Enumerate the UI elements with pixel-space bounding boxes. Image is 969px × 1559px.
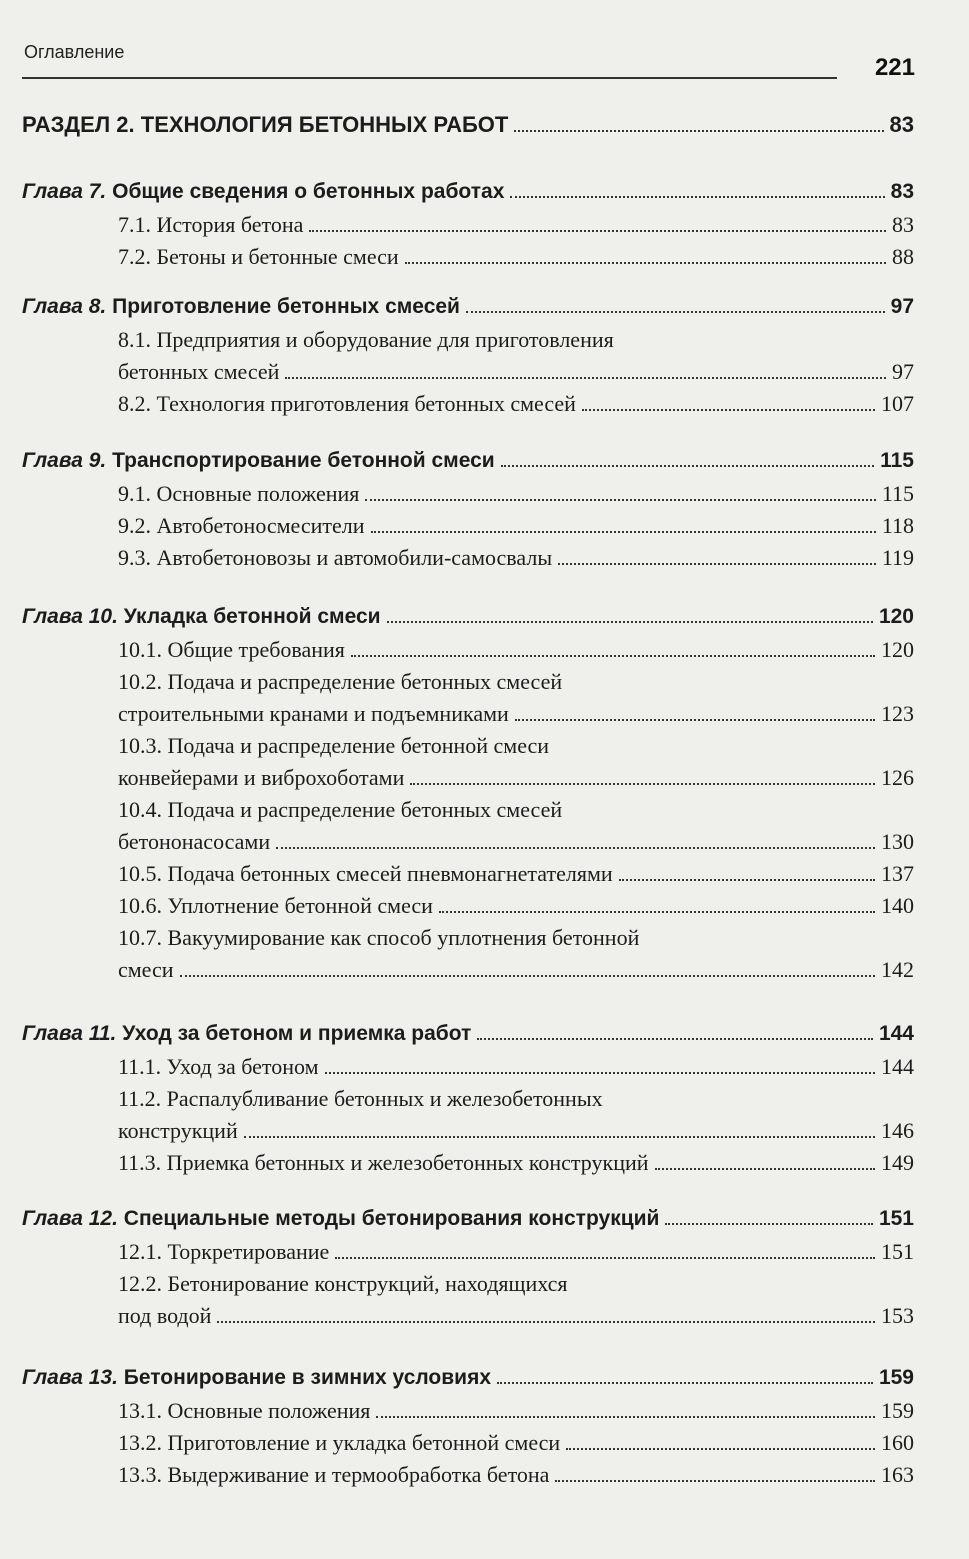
section-page: 137 bbox=[881, 861, 914, 886]
dot-leader bbox=[466, 296, 885, 313]
section-page: 126 bbox=[881, 765, 914, 790]
dot-leader bbox=[566, 1432, 875, 1450]
toc-section-entry[interactable] bbox=[118, 513, 914, 539]
toc-section-entry[interactable] bbox=[118, 1398, 914, 1424]
chapter-heading bbox=[22, 180, 504, 204]
section-title: 11.3. Приемка бетонных и железобетонных конструкций bbox=[118, 1150, 649, 1175]
chapter-page: 115 bbox=[880, 449, 914, 472]
section-title: конструкций bbox=[118, 1118, 238, 1143]
chapter-title: Общие сведения о бетонных работах bbox=[112, 180, 505, 203]
chapter-label: Глава 7. bbox=[22, 180, 107, 203]
chapter-label: Глава 10. bbox=[22, 605, 118, 628]
section-title: 12.1. Торкретирование bbox=[118, 1239, 330, 1264]
section-title: 10.1. Общие требования bbox=[118, 637, 345, 662]
chapter-heading bbox=[22, 605, 381, 629]
section-page: 163 bbox=[881, 1462, 914, 1487]
toc-section-entry[interactable] bbox=[118, 1303, 914, 1329]
section-title: 9.3. Автобетоновозы и автомобили-самосвалы bbox=[118, 545, 553, 570]
chapter-title: Укладка бетонной смеси bbox=[123, 605, 381, 628]
dot-leader bbox=[501, 450, 874, 467]
chapter-label: Глава 8. bbox=[22, 295, 107, 318]
dot-leader bbox=[555, 1464, 875, 1482]
section-title-line[interactable]: 10.2. Подача и распределение бетонных смесей bbox=[118, 669, 563, 694]
dot-leader bbox=[558, 547, 876, 565]
section-title: 10.5. Подача бетонных смесей пневмонагнетателями bbox=[118, 861, 613, 886]
section-title: 13.3. Выдерживание и термообработка бетона bbox=[118, 1462, 550, 1487]
section-page: 123 bbox=[881, 701, 914, 726]
section-page: 160 bbox=[881, 1430, 914, 1455]
toc-section-entry[interactable] bbox=[118, 1462, 914, 1488]
chapter-heading bbox=[22, 1207, 659, 1231]
chapter-heading bbox=[22, 1022, 471, 1046]
chapter-heading bbox=[22, 449, 495, 473]
toc-chapter-entry[interactable] bbox=[22, 1366, 914, 1390]
toc-section-entry[interactable] bbox=[118, 359, 914, 385]
dot-leader bbox=[217, 1305, 875, 1323]
toc-section-entry[interactable] bbox=[118, 391, 914, 417]
chapter-title: Приготовление бетонных смесей bbox=[112, 295, 460, 318]
chapter-page: 120 bbox=[878, 605, 914, 628]
dot-leader bbox=[376, 1400, 875, 1418]
section-title: смеси bbox=[118, 957, 174, 982]
toc-section-entry[interactable] bbox=[118, 893, 914, 919]
dot-leader bbox=[285, 361, 886, 379]
dot-leader bbox=[410, 767, 875, 785]
dot-leader bbox=[351, 639, 875, 657]
dot-leader bbox=[655, 1152, 875, 1170]
section-title: 13.1. Основные положения bbox=[118, 1398, 371, 1423]
toc-section-entry[interactable] bbox=[118, 829, 914, 855]
section-title: 7.2. Бетоны и бетонные смеси bbox=[118, 244, 399, 269]
toc-part-entry[interactable] bbox=[22, 112, 914, 138]
dot-leader bbox=[309, 214, 886, 232]
toc-section-entry[interactable] bbox=[118, 212, 914, 238]
section-title-line[interactable]: 10.4. Подача и распределение бетонных смесей bbox=[118, 797, 563, 822]
toc-chapter-entry[interactable] bbox=[22, 605, 914, 629]
section-title-line[interactable]: 8.1. Предприятия и оборудование для приготовления bbox=[118, 327, 614, 352]
page-number: 221 bbox=[874, 54, 915, 81]
chapter-label: Глава 9. bbox=[22, 449, 107, 472]
chapter-label: Глава 11. bbox=[22, 1022, 117, 1045]
section-page: 142 bbox=[881, 957, 914, 982]
dot-leader bbox=[365, 483, 875, 501]
chapter-page: 83 bbox=[890, 180, 914, 203]
section-page: 119 bbox=[881, 545, 914, 570]
dot-leader bbox=[514, 114, 883, 132]
toc-chapter-entry[interactable] bbox=[22, 1022, 914, 1046]
dot-leader bbox=[439, 895, 875, 913]
section-page: 149 bbox=[881, 1150, 914, 1175]
chapter-title: Бетонирование в зимних условиях bbox=[123, 1366, 492, 1389]
toc-section-entry[interactable] bbox=[118, 765, 914, 791]
dot-leader bbox=[582, 393, 875, 411]
chapter-title: Уход за бетоном и приемка работ bbox=[122, 1022, 472, 1045]
chapter-label: Глава 12. bbox=[22, 1207, 118, 1230]
dot-leader bbox=[244, 1120, 875, 1138]
section-title: конвейерами и виброхоботами bbox=[118, 765, 405, 790]
dot-leader bbox=[510, 181, 884, 198]
toc-section-entry[interactable] bbox=[118, 701, 914, 727]
section-title-line[interactable]: 10.3. Подача и распределение бетонной смеси bbox=[118, 733, 550, 758]
section-page: 153 bbox=[881, 1303, 914, 1328]
section-title: 13.2. Приготовление и укладка бетонной смеси bbox=[118, 1430, 561, 1455]
section-page: 159 bbox=[881, 1398, 914, 1423]
section-title: 7.1. История бетона bbox=[118, 212, 304, 237]
section-title: строительными кранами и подъемниками bbox=[118, 701, 509, 726]
chapter-page: 97 bbox=[890, 295, 914, 318]
chapter-page: 151 bbox=[878, 1207, 914, 1230]
chapter-title: Транспортирование бетонной смеси bbox=[112, 449, 495, 472]
section-title-line[interactable]: 11.2. Распалубливание бетонных и железобетонных bbox=[118, 1086, 603, 1111]
dot-leader bbox=[497, 1367, 873, 1384]
section-title: под водой bbox=[118, 1303, 212, 1328]
toc-section-entry[interactable] bbox=[118, 1239, 914, 1265]
dot-leader bbox=[180, 959, 875, 977]
toc-section-entry[interactable] bbox=[118, 244, 914, 270]
section-title: 9.1. Основные положения bbox=[118, 481, 360, 506]
toc-section-entry[interactable] bbox=[118, 1054, 914, 1080]
section-page: 120 bbox=[881, 637, 914, 662]
dot-leader bbox=[665, 1208, 873, 1225]
header-rule bbox=[22, 77, 837, 79]
toc-section-entry[interactable] bbox=[118, 957, 914, 983]
toc-section-entry[interactable] bbox=[118, 1150, 914, 1176]
section-title-line[interactable]: 12.2. Бетонирование конструкций, находящихся bbox=[118, 1271, 568, 1296]
chapter-heading bbox=[22, 1366, 491, 1390]
section-title: 11.1. Уход за бетоном bbox=[118, 1054, 319, 1079]
section-title: бетононасосами bbox=[118, 829, 271, 854]
dot-leader bbox=[387, 606, 873, 623]
section-page: 107 bbox=[881, 391, 914, 416]
section-title: 8.2. Технология приготовления бетонных смесей bbox=[118, 391, 576, 416]
toc-section-entry[interactable] bbox=[118, 481, 914, 507]
chapter-heading bbox=[22, 295, 460, 319]
dot-leader bbox=[371, 515, 876, 533]
toc-chapter-entry[interactable] bbox=[22, 449, 914, 473]
chapter-page: 159 bbox=[878, 1366, 914, 1389]
section-page: 140 bbox=[881, 893, 914, 918]
section-title-line[interactable]: 10.7. Вакуумирование как способ уплотнения бетонной bbox=[118, 925, 640, 950]
toc-chapter-entry[interactable] bbox=[22, 1207, 914, 1231]
toc-section-entry[interactable] bbox=[118, 1430, 914, 1456]
section-page: 88 bbox=[892, 244, 914, 269]
section-title: 10.6. Уплотнение бетонной смеси bbox=[118, 893, 433, 918]
dot-leader bbox=[405, 246, 886, 264]
toc-section-entry[interactable] bbox=[118, 545, 914, 571]
toc-section-entry[interactable] bbox=[118, 1118, 914, 1144]
section-page: 151 bbox=[881, 1239, 914, 1264]
chapter-label: Глава 13. bbox=[22, 1366, 118, 1389]
dot-leader bbox=[335, 1241, 875, 1259]
part-page: 83 bbox=[889, 112, 914, 137]
section-page: 83 bbox=[892, 212, 914, 237]
part-title: РАЗДЕЛ 2. ТЕХНОЛОГИЯ БЕТОННЫХ РАБОТ bbox=[22, 112, 509, 137]
dot-leader bbox=[619, 863, 875, 881]
section-page: 115 bbox=[881, 481, 914, 506]
dot-leader bbox=[325, 1056, 875, 1074]
section-page: 118 bbox=[881, 513, 914, 538]
toc-section-entry[interactable] bbox=[118, 637, 914, 663]
chapter-title: Специальные методы бетонирования конструкций bbox=[123, 1207, 660, 1230]
toc-chapter-entry[interactable] bbox=[22, 180, 914, 204]
section-page: 146 bbox=[881, 1118, 914, 1143]
dot-leader bbox=[515, 703, 875, 721]
dot-leader bbox=[276, 831, 875, 849]
dot-leader bbox=[477, 1023, 873, 1040]
section-title: 9.2. Автобетоносмесители bbox=[118, 513, 365, 538]
section-page: 97 bbox=[892, 359, 914, 384]
chapter-page: 144 bbox=[878, 1022, 914, 1045]
running-title: Оглавление bbox=[24, 42, 125, 62]
toc-section-entry[interactable] bbox=[118, 861, 914, 887]
section-title: бетонных смесей bbox=[118, 359, 280, 384]
section-page: 144 bbox=[881, 1054, 914, 1079]
toc-chapter-entry[interactable] bbox=[22, 295, 914, 319]
section-page: 130 bbox=[881, 829, 914, 854]
